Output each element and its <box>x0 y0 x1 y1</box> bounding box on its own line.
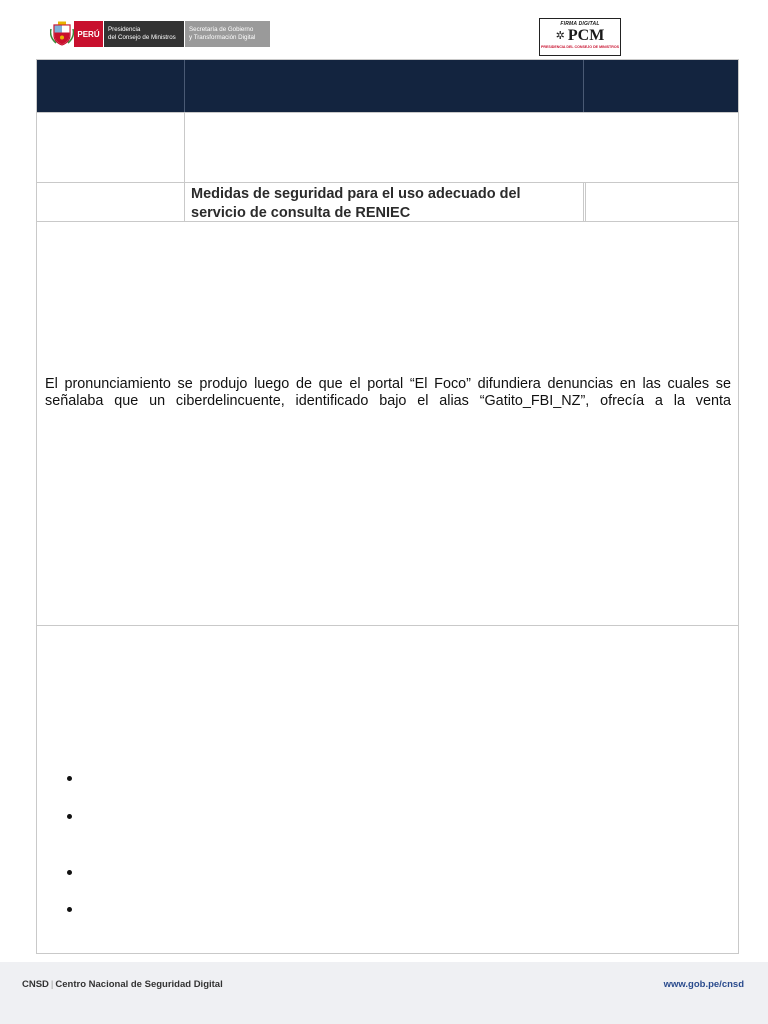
document-title: Medidas de seguridad para el uso adecuado del servicio de consulta de RENIEC <box>184 183 584 221</box>
organization-label <box>103 21 184 47</box>
page-footer <box>0 962 768 1024</box>
bullet-item-2 <box>67 814 75 822</box>
department-line-1: Secretaría de Gobierno <box>189 26 254 33</box>
organization-line-1: Presidencia <box>108 26 141 33</box>
header-cell-2 <box>184 60 583 112</box>
country-label: PERÚ <box>74 21 103 47</box>
signature-brand-text: PCM <box>567 27 605 44</box>
title-cell-right <box>585 183 737 221</box>
department-label <box>184 21 270 47</box>
government-logo <box>50 21 270 47</box>
footer-organization <box>22 979 223 990</box>
body-paragraph: El pronunciamiento se produjo luego de que el portal “El Foco” difundiera denuncias en las cuales se señalaba que un ciberdelincuente, identificado bajo el alias “Gatito_FBI_NZ”, ofrecía a la venta <box>45 376 731 409</box>
footer-separator: | <box>50 979 54 990</box>
table-row-title <box>37 182 738 221</box>
table-row-blank <box>37 112 738 182</box>
table-row-body <box>37 221 738 625</box>
bullet-item-4 <box>67 907 75 915</box>
footer-org-full: Centro Nacional de Seguridad Digital <box>55 979 223 990</box>
title-cell-left <box>37 183 184 221</box>
signature-brand <box>540 28 620 44</box>
organization-line-2: del Consejo de Ministros <box>108 34 176 41</box>
digital-signature-stamp <box>539 18 621 56</box>
header-cell-3 <box>583 60 738 112</box>
document-table <box>36 59 739 954</box>
header-cell-1 <box>37 60 184 112</box>
footer-website-link[interactable]: www.gob.pe/cnsd <box>663 979 744 990</box>
peru-coat-of-arms-icon <box>50 21 74 47</box>
department-line-2: y Transformación Digital <box>189 34 256 41</box>
blank-cell-1 <box>37 113 184 182</box>
signature-bottom-label: PRESIDENCIA DEL CONSEJO DE MINISTROS <box>540 45 620 49</box>
blank-cell-2 <box>184 113 738 182</box>
table-header-row <box>37 60 738 112</box>
signature-top-label: FIRMA DIGITAL <box>560 21 600 27</box>
bullet-item-1 <box>67 776 75 784</box>
asterisk-icon: ✲ <box>555 30 565 42</box>
table-row-bullets <box>37 625 738 953</box>
bullet-item-3 <box>67 870 75 878</box>
footer-org-short: CNSD <box>22 979 49 990</box>
